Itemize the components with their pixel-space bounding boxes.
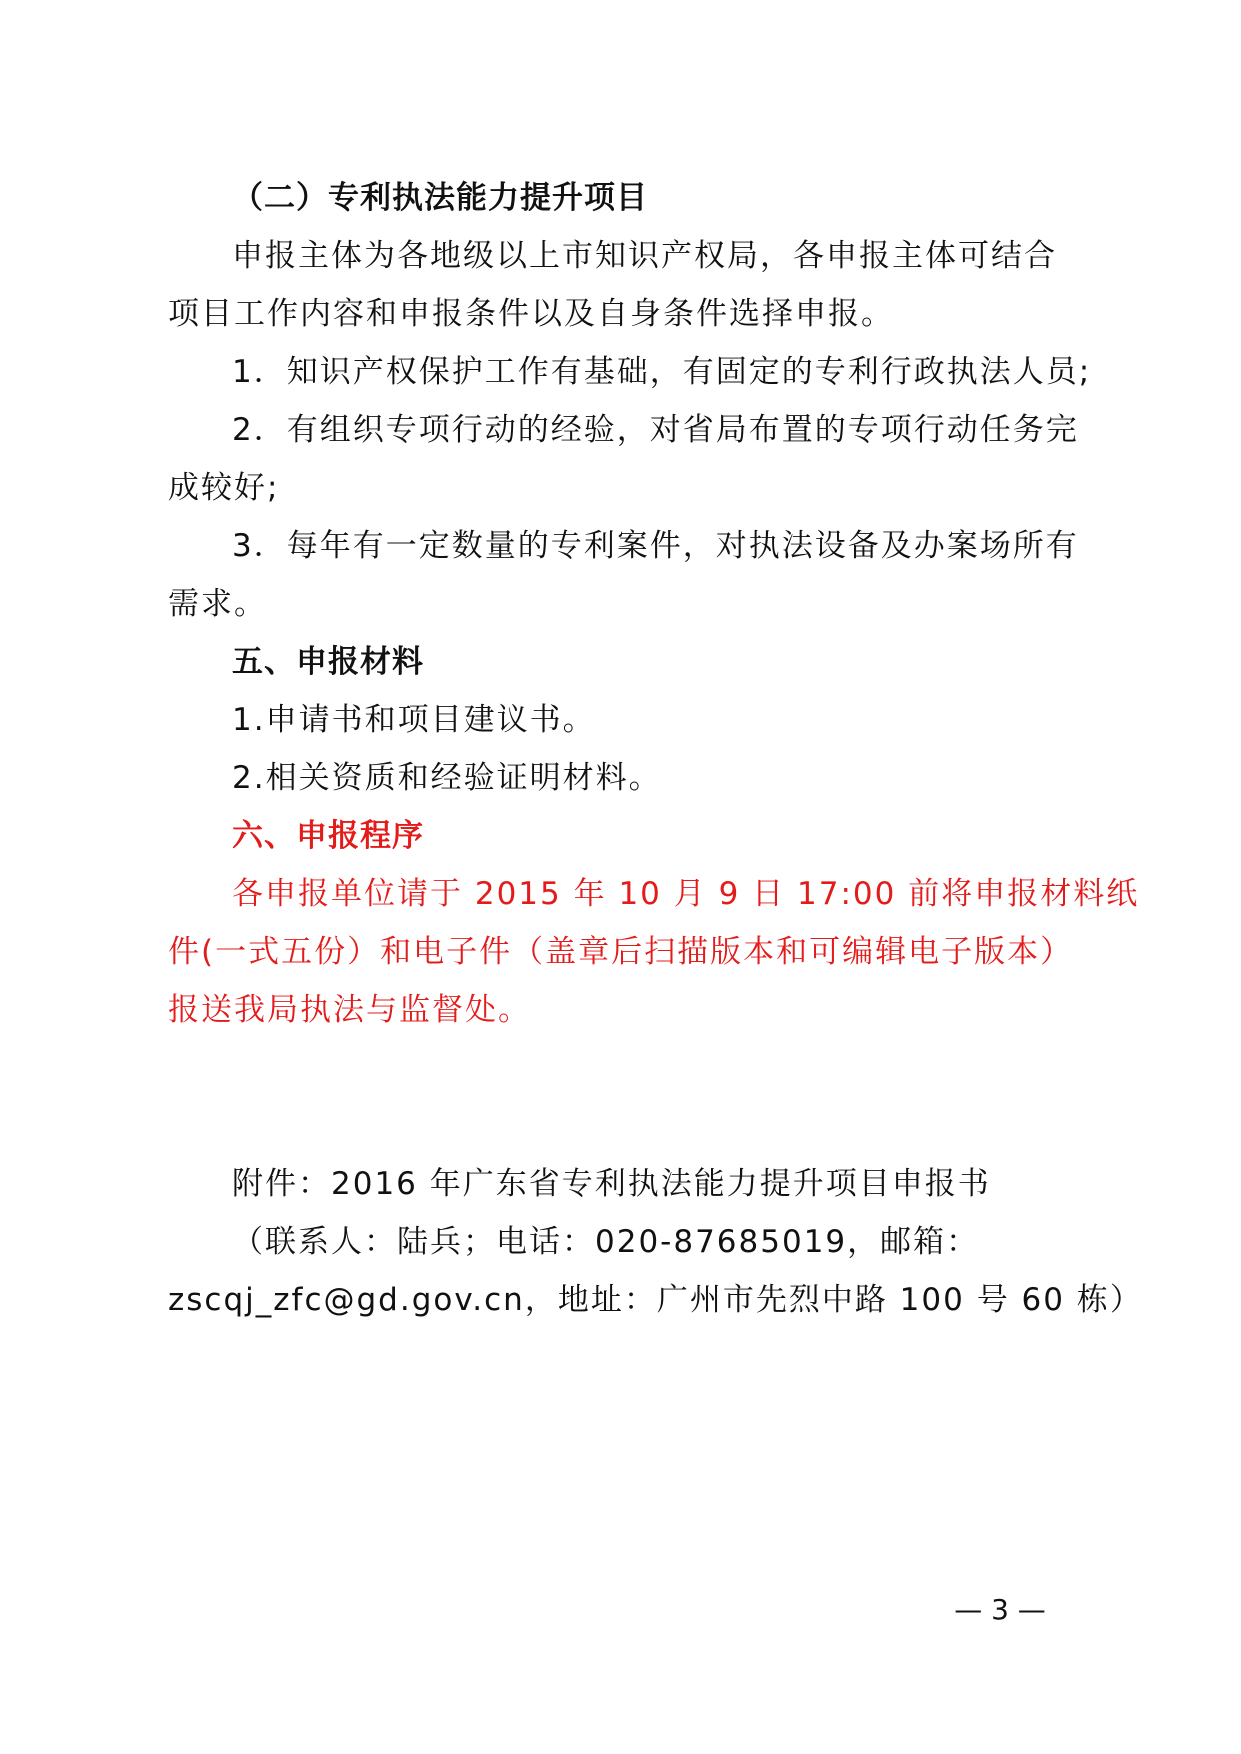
page-number: — 3 — [954, 1593, 1046, 1626]
procedure-line: 报送我局执法与监督处。 [168, 992, 531, 1028]
attachment-line: 附件：2016 年广东省专利执法能力提升项目申报书 [232, 1166, 991, 1202]
list-item: 3．每年有一定数量的专利案件，对执法设备及办案场所有 [232, 528, 1079, 564]
list-item-continuation: 成较好; [168, 470, 280, 506]
list-item: 2．有组织专项行动的经验，对省局布置的专项行动任务完 [232, 412, 1079, 448]
section-heading-patent-enforcement: （二）专利执法能力提升项目 [232, 180, 648, 216]
section-heading-procedure: 六、申报程序 [232, 818, 424, 854]
list-item: 1.申请书和项目建议书。 [232, 702, 596, 738]
procedure-line: 件(一式五份）和电子件（盖章后扫描版本和可编辑电子版本） [168, 934, 1074, 970]
list-item: 2.相关资质和经验证明材料。 [232, 760, 662, 796]
section-heading-materials: 五、申报材料 [232, 644, 424, 680]
paragraph-line: 申报主体为各地级以上市知识产权局，各申报主体可结合 [232, 238, 1057, 274]
contact-line: （联系人：陆兵；电话：020-87685019，邮箱： [232, 1224, 980, 1260]
list-item: 1．知识产权保护工作有基础，有固定的专利行政执法人员; [232, 354, 1092, 390]
contact-line: zscqj_zfc@gd.gov.cn，地址：广州市先烈中路 100 号 60 栋） [168, 1282, 1143, 1318]
procedure-line: 各申报单位请于 2015 年 10 月 9 日 17:00 前将申报材料纸 [232, 876, 1140, 912]
list-item-continuation: 需求。 [168, 586, 267, 622]
paragraph-line: 项目工作内容和申报条件以及自身条件选择申报。 [168, 296, 894, 332]
